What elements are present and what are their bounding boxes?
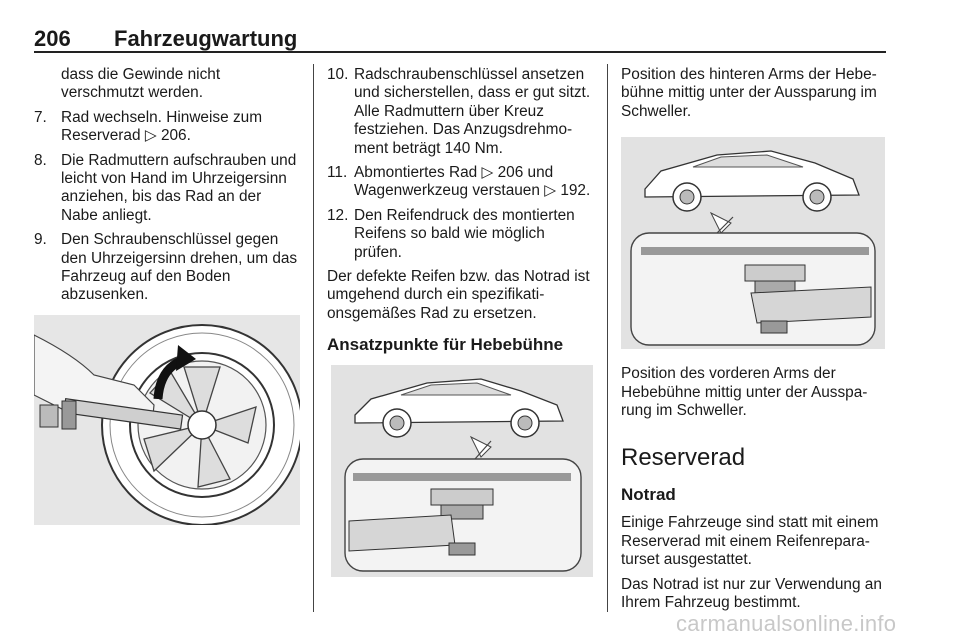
spare-wheel-paragraph-1: Einige Fahrzeuge sind statt mit einem Reserverad mit einem Reifenreparaturset ausgestattet. [621, 514, 879, 569]
step-text: Den Schraubenschlüssel gegen den Uhrzeigersinn drehen, um das Fahrzeug auf den Boden abzusenken. [61, 231, 298, 304]
continuation-text: dass die Gewinde nicht verschmutzt werden. [61, 66, 221, 102]
header-divider [34, 51, 886, 53]
column-2 [327, 66, 595, 577]
step-text: Rad wechseln. Hinweise zum Reserverad ▷ 206. [61, 108, 263, 145]
step-11 [327, 164, 595, 201]
chapter-title: Fahrzeugwartung [114, 26, 298, 51]
step-number: 12. [327, 206, 349, 224]
step-number: 7. [34, 108, 47, 126]
step-8 [34, 152, 300, 226]
step-text: Radschraubenschlüssel ansetzen und sicherstellen, dass er gut sitzt. Alle Radmuttern über Kreuz festziehen. Das Anzugsdrehmoment beträgt 140 Nm. [354, 66, 591, 157]
rear-lift-position-text: Position des hinteren Arms der Hebebühne mittig unter der Aussparung im Schweller. [621, 66, 877, 120]
tire-wrench-illustration [34, 315, 300, 525]
step-7 [34, 109, 300, 146]
column-divider-2 [607, 64, 608, 612]
step-text: Den Reifendruck des montierten Reifens so bald wie möglich prüfen. [354, 206, 575, 261]
step-number: 10. [327, 66, 349, 83]
step-number: 8. [34, 151, 47, 169]
step-number: 11. [327, 164, 348, 182]
replacement-note: Der defekte Reifen bzw. das Notrad ist umgehend durch ein spezifikationsgemäßes Rad zu ersetzen. [327, 268, 590, 322]
car-lift-rear-illustration [621, 137, 885, 349]
step-text: Abmontiertes Rad ▷ 206 und Wagenwerkzeug verstauen ▷ 192. [354, 164, 591, 200]
step-9 [34, 231, 300, 305]
front-lift-position-text: Position des vorderen Arms der Hebebühne mittig unter der Aussparung im Schweller. [621, 365, 868, 420]
watermark: carmanualsonline.info [676, 611, 897, 636]
step-number: 9. [34, 231, 47, 249]
column-divider-1 [313, 64, 314, 612]
page-number: 206 [34, 26, 71, 51]
page-header [34, 26, 884, 50]
car-lift-front-illustration [331, 365, 593, 577]
section-heading-spare-wheel: Reserverad [621, 444, 746, 472]
step-12 [327, 207, 595, 262]
step-text: Die Radmuttern aufschrauben und leicht von Hand im Uhrzeigersinn anziehen, bis das Rad an der Nabe anliegt. [61, 151, 297, 224]
section-heading-lift-points: Ansatzpunkte für Hebebühne [327, 335, 564, 355]
spare-wheel-paragraph-2: Das Notrad ist nur zur Verwendung an Ihrem Fahrzeug bestimmt. [621, 575, 882, 612]
column-1 [34, 66, 300, 525]
subheading-compact-spare: Notrad [621, 485, 676, 505]
step-10 [327, 66, 595, 158]
column-3 [621, 66, 889, 612]
